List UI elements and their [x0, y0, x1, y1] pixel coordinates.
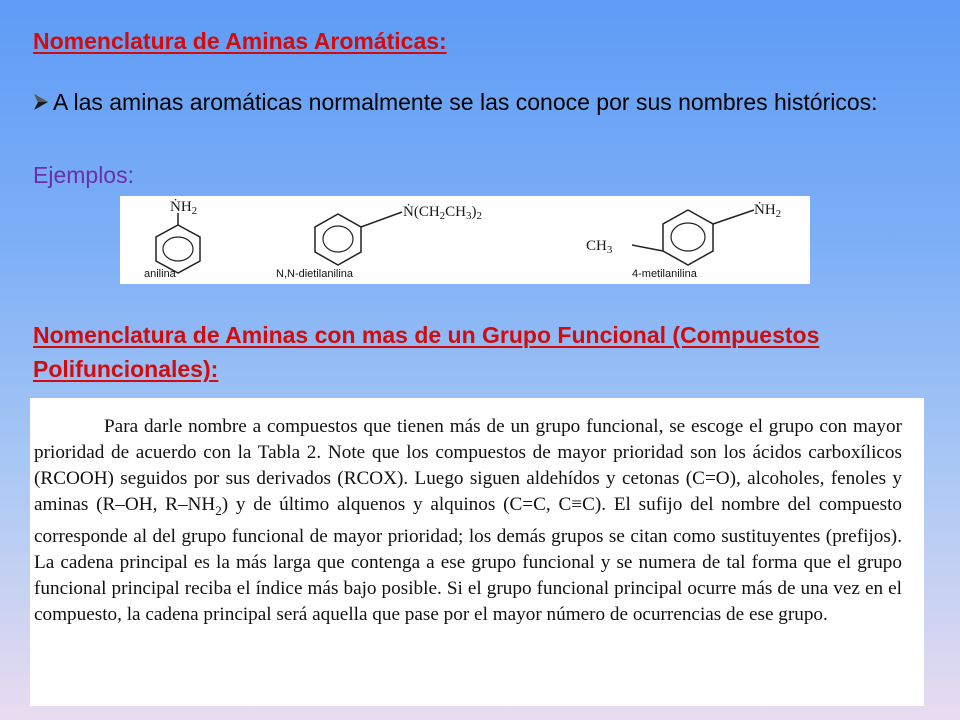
molecule-metilanilina — [586, 202, 781, 280]
examples-figure — [120, 196, 810, 284]
name-dietilanilina: N,N-dietilanilina — [276, 268, 354, 280]
bullet-text: A las aminas aromáticas normalmente se las conoce por sus nombres históricos: — [53, 89, 878, 115]
molecule-dietilanilina — [276, 204, 482, 280]
section-title-polyfunctional: Nomenclatura de Aminas con mas de un Grupo Funcional (Compuestos Polifuncionales): — [33, 322, 820, 382]
examples-label: Ejemplos: — [33, 162, 134, 188]
molecule-anilina — [144, 199, 200, 280]
formula-metilanilina-amine: $ṄH_2$ — [754, 202, 782, 220]
formula-dietilanilina: $Ṅ(CH_2CH_3)_2$ — [403, 204, 483, 222]
formula-metilanilina-methyl: $CH_3$ — [586, 238, 613, 256]
polyfunctional-text-panel — [30, 398, 924, 706]
name-anilina: anilina — [144, 268, 176, 280]
arrow-bullet-icon — [33, 86, 53, 118]
bullet-paragraph — [33, 86, 913, 118]
name-metilanilina: 4-metilanilina — [632, 268, 697, 280]
polyfunctional-paragraph: Para darle nombre a compuestos que tienen más de un grupo funcional, se escoge el grupo con mayor prioridad de acuerdo con la Tabla 2. Note que los compuestos de mayor prioridad son los ácidos carboxílicos (RCOOH) seguidos por sus derivados (RCOX). Luego siguen aldehídos y cetonas (C=O), alcoholes, fenoles y aminas (R–OH, $R-NH_2$) y de último alquenos y alquinos (C=C, C≡C). El sufijo del nombre del compuesto corresponde al del grupo funcional de mayor prioridad; los demás grupos se citan como sustituyentes (prefijos). La cadena principal es la más larga que contenga a ese grupo funcional y se numera de tal forma que el grupo funcional principal reciba el índice más bajo posible. Si el grupo funcional principal ocurre más de una vez en el compuesto, la cadena principal será aquella que pase por el mayor número de ocurrencias de ese grupo. — [34, 416, 902, 626]
section-title-aromatic-amines: Nomenclatura de Aminas Aromáticas: — [33, 28, 447, 54]
formula-anilina: $ṄH_2$ — [170, 199, 198, 217]
